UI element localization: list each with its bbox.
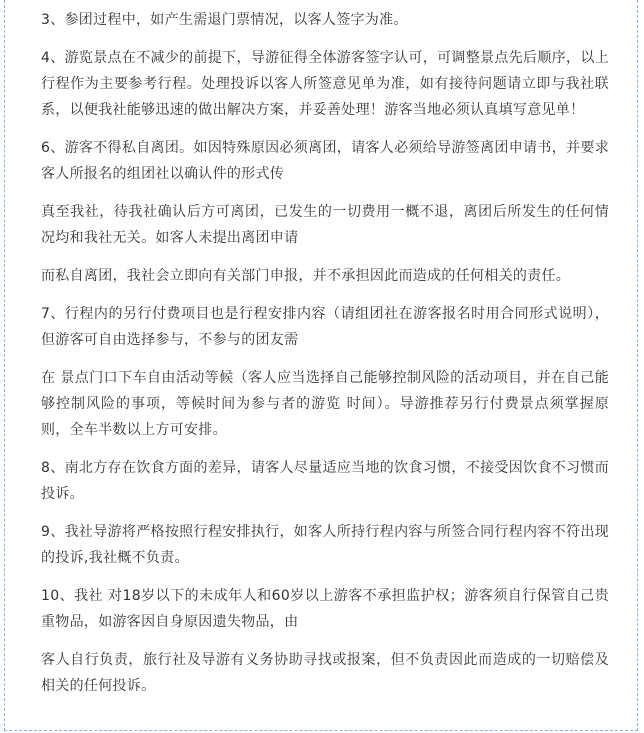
paragraph-item-3: 3、参团过程中，如产生需退门票情况，以客人签字为准。 (41, 12, 408, 28)
paragraph-item-6-part2: 真至我社，待我社确认后方可离团，已发生的一切费用一概不退，离团后所发生的任何情况均和我社无关。如客人未提出离团申请 (41, 204, 609, 246)
paragraph-item-9: 9、我社导游将严格按照行程安排执行，如客人所持行程内容与所签合同行程内容不符出现的投诉,我社概不负责。 (41, 524, 609, 566)
paragraph-item-10-part2: 客人自行负责，旅行社及导游有义务协助寻找或报案，但不负责因此而造成的一切赔偿及相关的任何投诉。 (41, 652, 609, 694)
paragraph-item-7-part2: 在 景点门口下车自由活动等候（客人应当选择自己能够控制风险的活动项目，并在自己能够控制风险的事项，等候时间为参与者的游览 时间）。导游推荐另行付费景点须掌握原则，全车半数以上方可安排。 (41, 370, 609, 438)
paragraph-item-4: 4、游览景点在不减少的前提下，导游征得全体游客签字认可，可调整景点先后顺序，以上行程作为主要参考行程。处理投诉以客人所签意见单为准，如有接待问题请立即与我社联系，以便我社能够迅速的做出解决方案，并妥善处理！游客当地必须认真填写意见单！ (41, 50, 609, 118)
paragraph-item-6-part3: 而私自离团，我社会立即向有关部门申报，并不承担因此而造成的任何相关的责任。 (41, 268, 571, 284)
paragraph-item-8: 8、南北方存在饮食方面的差异，请客人尽量适应当地的饮食习惯，不接受因饮食不习惯而投诉。 (41, 460, 609, 502)
article-body (41, 0, 609, 711)
paragraph-item-6-part1: 6、游客不得私自离团。如因特殊原因必须离团，请客人必须给导游签离团申请书，并要求客人所报名的组团社以确认件的形式传 (41, 140, 609, 182)
paragraph-item-7-part1: 7、行程内的另行付费项目也是行程安排内容（请组团社在游客报名时用合同形式说明），但游客可自由选择参与，不参与的团友需 (41, 306, 609, 348)
paragraph-item-10-part1: 10、我社 对18岁以下的未成年人和60岁以上游客不承担监护权；游客须自行保管自己贵重物品，如游客因自身原因遗失物品，由 (41, 588, 609, 630)
